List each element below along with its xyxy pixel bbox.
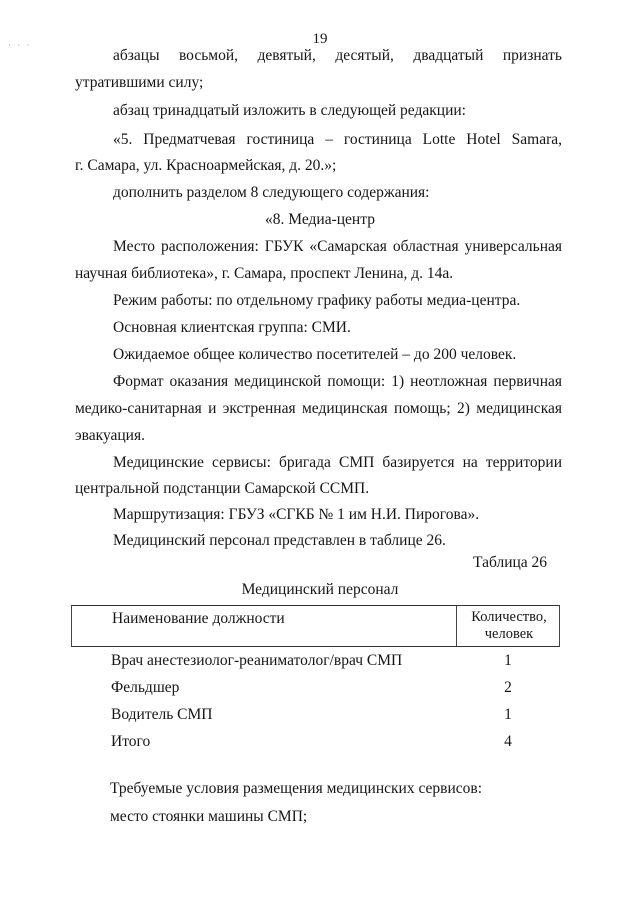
text-line [113,46,562,65]
text-line: Формат оказания медицинской помощи: 1) неотложная первичная [113,373,562,390]
scan-margin-mark: · · · [8,40,32,50]
text-line: Медицинский персонал представлен в таблице 26. [113,532,446,549]
text-line: эвакуация. [75,427,145,444]
text-line: Основная клиентская группа: СМИ. [113,319,351,336]
word: абзацы [113,47,160,64]
text-line: Ожидаемое общее количество посетителей – до 200 человек. [113,346,517,363]
page-number: 19 [312,31,328,47]
text-line: г. Самара, ул. Красноармейская, д. 20.»; [75,157,337,174]
table-row [71,701,560,728]
text-line: абзац тринадцатый изложить в следующей редакции: [113,102,466,119]
table-row [71,674,560,701]
cell-count: 2 [504,679,512,696]
text-line: «5. Предматчевая гостиница – гостиница Lotte Hotel Samara, [113,131,562,148]
cell-count: 4 [504,733,512,750]
staff-table [71,605,560,755]
text-line: Медицинские сервисы: бригада СМП базируется на территории [113,454,562,471]
table-header-row [71,605,560,647]
cell-position: Врач анестезиолог-реаниматолог/врач СМП [111,652,403,669]
column-header-count-line2: человек [484,626,534,642]
table-row [71,647,560,674]
table-title: Медицинский персонал [241,581,399,598]
table-caption: Таблица 26 [473,554,548,571]
word: десятый, [335,47,394,64]
column-header-position: Наименование должности [112,610,285,627]
cell-position: Итого [111,733,151,750]
section-heading: «8. Медиа-центр [265,211,375,228]
text-line: центральной подстанции Самарской ССМП. [75,480,370,497]
text-line: Место расположения: ГБУК «Самарская областная универсальная [113,238,562,255]
text-line: Маршрутизация: ГБУЗ «СГКБ № 1 им Н.И. Пирогова». [113,506,480,523]
column-header-count [457,609,561,643]
text-line: медико-санитарная и экстренная медицинская помощь; 2) медицинская [75,400,562,417]
column-header-count-line1: Количество, [471,609,547,625]
cell-position: Водитель СМП [111,706,213,723]
text-line: дополнить разделом 8 следующего содержания: [113,184,430,201]
text-line: научная библиотека», г. Самара, проспект Ленина, д. 14а. [75,265,454,282]
word: признать [502,47,562,64]
word: девятый, [257,47,316,64]
word: восьмой, [178,47,238,64]
cell-position: Фельдшер [111,679,180,696]
text-line: Требуемые условия размещения медицинских сервисов: [110,780,483,797]
table-row-total [71,728,560,755]
text-line: Режим работы: по отдельному графику работы медиа-центра. [113,292,521,309]
text-line: место стоянки машины СМП; [110,808,308,825]
text-line: утратившими силу; [75,74,204,91]
word: двадцатый [413,47,484,64]
cell-count: 1 [504,652,512,669]
cell-count: 1 [504,706,512,723]
